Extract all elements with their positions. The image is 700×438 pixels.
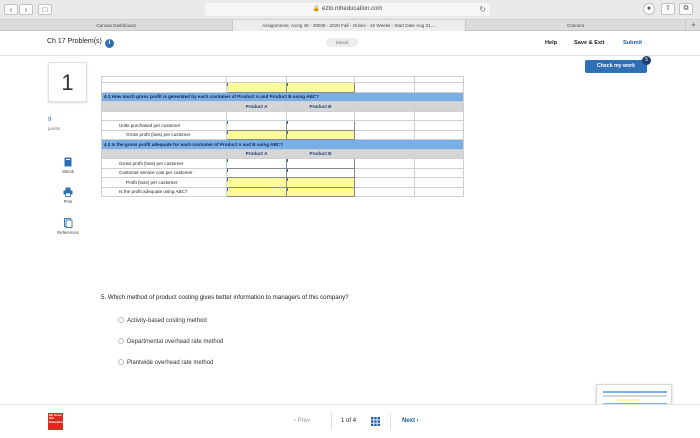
input-cell[interactable] (227, 121, 287, 131)
prev-label: Prev (297, 418, 311, 424)
of-label: of (346, 418, 352, 424)
prev-button[interactable]: ‹ Prev (294, 418, 311, 424)
check-attempts-badge: 5 (642, 56, 651, 65)
section-2-title: 4.2 Is the gross profit adequate for each customer of Product A and B using ABC? (102, 140, 464, 150)
print-label: Print (63, 199, 73, 204)
section-header-row (102, 140, 464, 150)
option-activity-based[interactable] (118, 317, 207, 324)
table-row (102, 187, 464, 197)
product-b-header: Product B (287, 102, 355, 112)
ebook-label: eBook (62, 169, 74, 174)
new-tab-icon[interactable]: + (690, 20, 696, 30)
total-pages: 4 (352, 418, 357, 424)
current-page: 1 (341, 418, 345, 424)
references-label: References (57, 230, 79, 235)
option-label: Plantwide overhead rate method (127, 360, 214, 366)
table-row (102, 178, 464, 188)
sidebar-icon[interactable]: □ (38, 4, 52, 15)
extension-icon[interactable]: ● (643, 3, 655, 15)
input-cell[interactable] (287, 159, 355, 169)
problem-title-text: Ch 17 Problem(s) (47, 38, 102, 45)
dropdown-cell[interactable] (227, 187, 287, 197)
section-header-row (102, 92, 464, 102)
option-label: Activity-based costing method (127, 318, 207, 324)
help-link[interactable]: Help (545, 40, 558, 46)
row-label: Gross profit (loss) per customer (102, 159, 227, 169)
row-label: Is the profit adequate using ABC? (102, 187, 227, 197)
dropdown-cell[interactable] (287, 187, 355, 197)
input-cell[interactable] (227, 83, 287, 93)
input-cell[interactable] (227, 168, 287, 178)
radio-button[interactable] (118, 359, 124, 365)
option-label: Departmental overhead rate method (127, 339, 224, 345)
table-row (102, 83, 464, 93)
saved-status: Saved (326, 38, 358, 47)
input-cell[interactable] (287, 130, 355, 140)
row-label: Units purchased per customer (102, 121, 227, 131)
tab-canvas-dashboard[interactable]: Canvas Dashboard (0, 20, 233, 31)
option-plantwide[interactable] (118, 359, 213, 366)
browser-toolbar (0, 0, 700, 20)
column-header-row (102, 102, 464, 112)
input-cell[interactable] (227, 178, 287, 188)
question-5-text: 5. Which method of product costing gives better information to managers of this company? (101, 294, 349, 301)
product-a-header: Product A (227, 149, 287, 159)
grid-view-icon[interactable] (371, 417, 380, 426)
column-header-row (102, 149, 464, 159)
worksheet-table (101, 76, 464, 197)
divider (390, 413, 391, 430)
table-row (102, 130, 464, 140)
problem-title (47, 38, 114, 48)
check-my-work-button[interactable]: Check my work (585, 60, 647, 73)
row-label: Gross profit (loss) per customer (102, 130, 227, 140)
tab-assignments[interactable]: Assignments: Acctg 46 - 39036 - 2020 Fall - Online - 15 Weeks - Start Date Aug 31,... (233, 20, 466, 31)
table-row (102, 159, 464, 169)
references-icon (63, 218, 73, 228)
question-number: 1 (48, 62, 87, 102)
radio-button[interactable] (118, 317, 124, 323)
row-label: Customer service cost per customer (102, 168, 227, 178)
divider (331, 413, 332, 430)
product-a-header: Product A (227, 102, 287, 112)
radio-button[interactable] (118, 338, 124, 344)
input-cell[interactable] (227, 159, 287, 169)
input-cell[interactable] (287, 168, 355, 178)
tab-bar (0, 20, 700, 31)
ebook-icon (63, 157, 73, 167)
points-label: points (48, 126, 61, 131)
forward-icon[interactable]: › (19, 4, 33, 15)
input-cell[interactable] (227, 130, 287, 140)
submit-link[interactable]: Submit (623, 40, 642, 46)
references-tool[interactable] (53, 218, 83, 235)
tabs-overview-icon[interactable]: ⧉ (679, 3, 693, 15)
print-tool[interactable] (53, 187, 83, 204)
tab-connect[interactable]: Connect (466, 20, 686, 31)
address-bar[interactable] (205, 3, 490, 16)
product-b-header: Product B (287, 149, 355, 159)
table-row (102, 168, 464, 178)
back-icon[interactable]: ‹ (4, 4, 18, 15)
info-icon[interactable]: i (105, 39, 114, 48)
row-label: Profit (loss) per customer (102, 178, 227, 188)
next-label: Next (402, 418, 416, 424)
section-1-title: 4.1 How much gross profit is generated by each customer of Product A and Product B using ABC? (102, 92, 464, 102)
printer-icon (63, 187, 73, 197)
input-cell[interactable] (287, 121, 355, 131)
app-header (0, 32, 700, 56)
page-indicator (341, 418, 356, 424)
points-value: 9 (48, 117, 52, 123)
reload-icon[interactable]: ↻ (479, 5, 486, 14)
table-row (102, 121, 464, 131)
option-departmental[interactable] (118, 338, 223, 345)
next-button[interactable]: Next › (402, 418, 419, 424)
input-cell[interactable] (287, 178, 355, 188)
share-icon[interactable]: ⇧ (661, 3, 675, 15)
lock-icon: 🔒 (312, 6, 321, 12)
save-exit-link[interactable]: Save & Exit (574, 40, 605, 46)
table-row (102, 111, 464, 121)
mcgraw-hill-logo: Mc Graw Hill Education (48, 413, 63, 430)
ebook-tool[interactable] (53, 157, 83, 174)
input-cell[interactable] (287, 83, 355, 93)
url-text: ezto.mheducation.com (322, 6, 383, 12)
